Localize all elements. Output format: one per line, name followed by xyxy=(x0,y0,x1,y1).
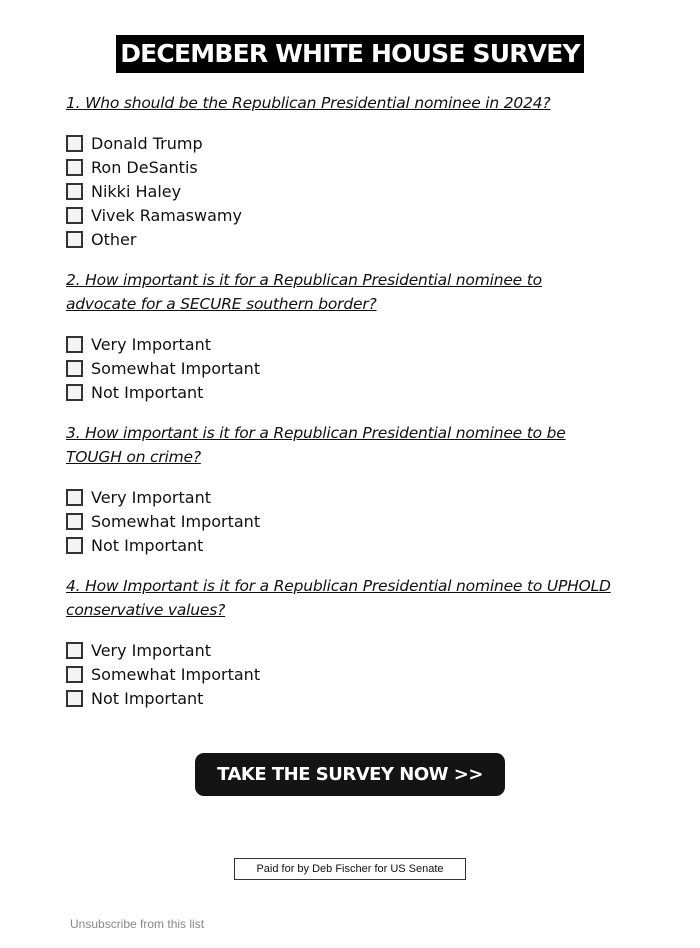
option-label: Vivek Ramaswamy xyxy=(91,205,242,225)
survey-title: DECEMBER WHITE HOUSE SURVEY xyxy=(116,35,584,73)
option-label: Donald Trump xyxy=(91,133,203,153)
option-label: Not Important xyxy=(91,688,204,708)
q1-option-other[interactable] xyxy=(66,227,242,251)
q2-option-somewhat-important[interactable] xyxy=(66,356,260,380)
option-label: Ron DeSantis xyxy=(91,157,198,177)
question-2 xyxy=(66,268,646,316)
question-4-text-line2: conservative values? xyxy=(66,601,226,619)
q3-option-not-important[interactable] xyxy=(66,533,260,557)
question-2-text-line2: advocate for a SECURE southern border? xyxy=(66,295,377,313)
title-container xyxy=(0,35,700,73)
checkbox[interactable] xyxy=(66,231,83,248)
option-label: Very Important xyxy=(91,334,211,354)
checkbox[interactable] xyxy=(66,666,83,683)
q3-option-very-important[interactable] xyxy=(66,485,260,509)
option-label: Very Important xyxy=(91,487,211,507)
checkbox[interactable] xyxy=(66,642,83,659)
question-3 xyxy=(66,421,646,469)
question-1 xyxy=(66,91,646,115)
checkbox[interactable] xyxy=(66,384,83,401)
q3-option-somewhat-important[interactable] xyxy=(66,509,260,533)
option-label: Not Important xyxy=(91,535,204,555)
option-label: Nikki Haley xyxy=(91,181,182,201)
option-label: Other xyxy=(91,229,137,249)
option-label: Somewhat Important xyxy=(91,511,261,531)
option-label: Very Important xyxy=(91,640,211,660)
checkbox[interactable] xyxy=(66,690,83,707)
checkbox[interactable] xyxy=(66,489,83,506)
checkbox[interactable] xyxy=(66,513,83,530)
question-2-text-line1: 2. How important is it for a Republican Presidential nominee to xyxy=(66,271,542,289)
q1-option-ron-desantis[interactable] xyxy=(66,155,242,179)
question-3-text-line1: 3. How important is it for a Republican Presidential nominee to be xyxy=(66,424,566,442)
checkbox[interactable] xyxy=(66,207,83,224)
q1-option-vivek-ramaswamy[interactable] xyxy=(66,203,242,227)
paid-for-disclaimer: Paid for by Deb Fischer for US Senate xyxy=(234,858,466,880)
q2-option-very-important[interactable] xyxy=(66,332,260,356)
question-3-options xyxy=(66,485,260,557)
question-2-options xyxy=(66,332,260,404)
checkbox[interactable] xyxy=(66,336,83,353)
question-3-text-line2: TOUGH on crime? xyxy=(66,448,201,466)
option-label: Not Important xyxy=(91,382,204,402)
q4-option-not-important[interactable] xyxy=(66,686,260,710)
checkbox[interactable] xyxy=(66,159,83,176)
question-4-text-line1: 4. How Important is it for a Republican Presidential nominee to UPHOLD xyxy=(66,577,611,595)
q2-option-not-important[interactable] xyxy=(66,380,260,404)
question-1-text: 1. Who should be the Republican Presidential nominee in 2024? xyxy=(66,94,551,112)
q4-option-somewhat-important[interactable] xyxy=(66,662,260,686)
unsubscribe-link[interactable]: Unsubscribe from this list xyxy=(70,917,205,931)
question-4 xyxy=(66,574,646,622)
q4-option-very-important[interactable] xyxy=(66,638,260,662)
checkbox[interactable] xyxy=(66,360,83,377)
checkbox[interactable] xyxy=(66,135,83,152)
q1-option-nikki-haley[interactable] xyxy=(66,179,242,203)
option-label: Somewhat Important xyxy=(91,664,261,684)
option-label: Somewhat Important xyxy=(91,358,261,378)
question-1-options xyxy=(66,131,242,251)
q1-option-donald-trump[interactable] xyxy=(66,131,242,155)
question-4-options xyxy=(66,638,260,710)
take-survey-button[interactable]: TAKE THE SURVEY NOW >> xyxy=(195,753,505,796)
checkbox[interactable] xyxy=(66,537,83,554)
checkbox[interactable] xyxy=(66,183,83,200)
